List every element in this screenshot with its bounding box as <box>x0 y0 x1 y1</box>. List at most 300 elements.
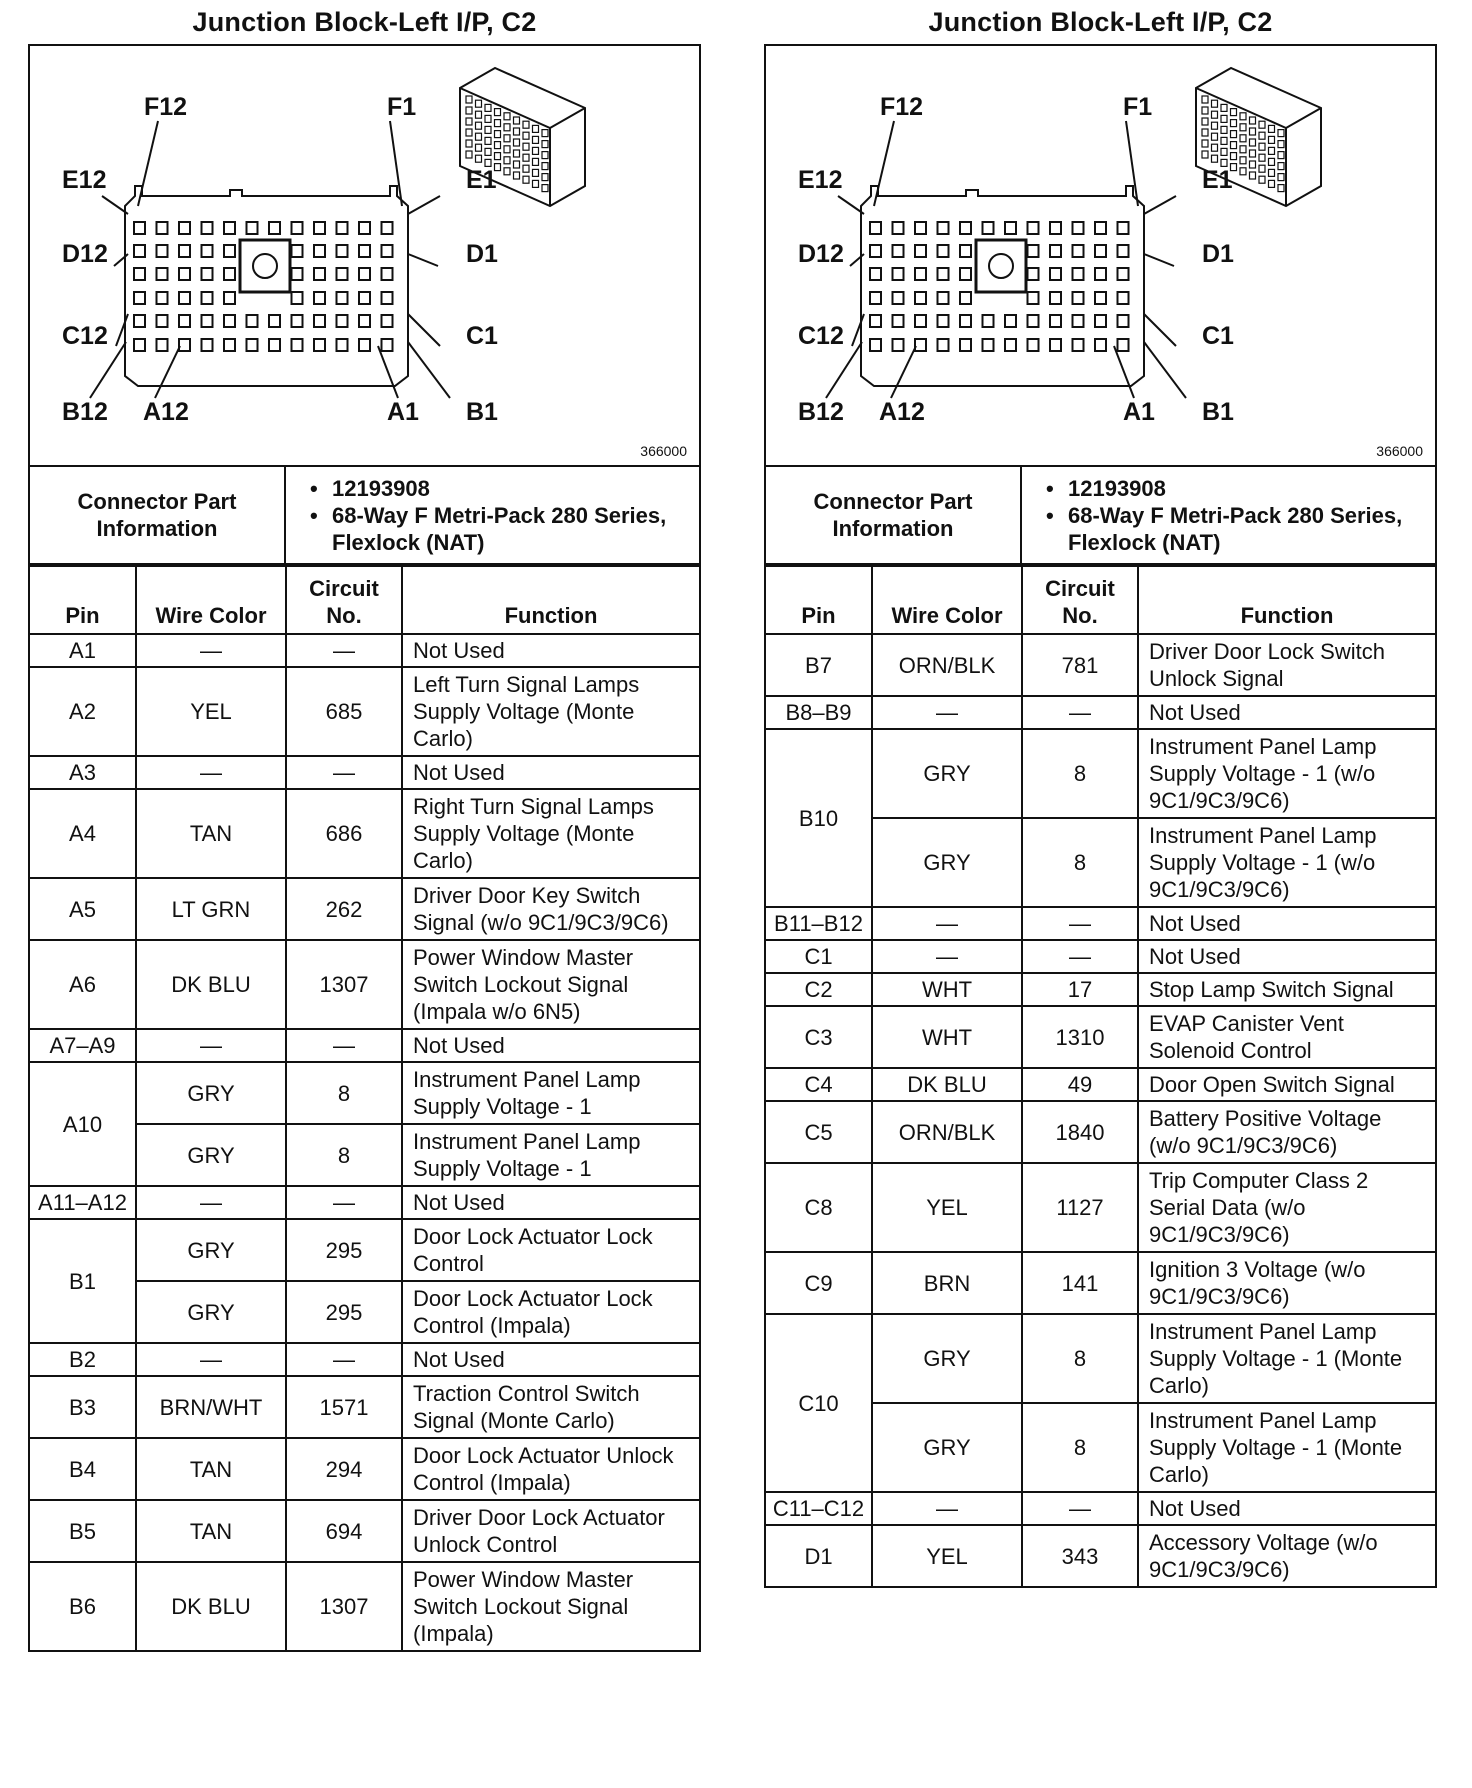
table-row <box>765 1163 1436 1252</box>
pin-cavity <box>134 268 145 280</box>
pin-cavity <box>382 245 393 257</box>
pin-cavity <box>202 268 213 280</box>
leader-line <box>102 196 128 214</box>
pin-cavity <box>202 222 213 234</box>
header-wire-color: Wire Color <box>136 566 286 634</box>
pin-cell: C5 <box>765 1101 872 1163</box>
iso-cavity <box>1212 144 1218 151</box>
leader-line <box>826 342 862 398</box>
function-cell: Power Window Master Switch Lockout Signal (Impala) <box>402 1562 700 1651</box>
pin-cavity <box>179 339 190 351</box>
pin-cavity <box>292 222 303 234</box>
function-cell: Ignition 3 Voltage (w/o 9C1/9C3/9C6) <box>1138 1252 1436 1314</box>
pin-cavity <box>292 292 303 304</box>
connector-info-list <box>1021 466 1436 564</box>
table-row <box>29 1343 700 1376</box>
circuit-cell: 1310 <box>1022 1006 1138 1068</box>
wire-color-cell: YEL <box>872 1525 1022 1587</box>
function-cell: Not Used <box>1138 907 1436 940</box>
pin-cavity <box>1095 245 1106 257</box>
pin-cavity <box>893 268 904 280</box>
function-cell: Driver Door Lock Switch Unlock Signal <box>1138 634 1436 696</box>
pin-cavity <box>1118 245 1129 257</box>
circuit-cell: 781 <box>1022 634 1138 696</box>
leader-line <box>1144 254 1174 266</box>
iso-cavity <box>1221 148 1227 155</box>
iso-cavity <box>1259 121 1265 128</box>
iso-cavity <box>533 136 539 143</box>
leader-line <box>1144 196 1176 214</box>
circuit-cell: 17 <box>1022 973 1138 1006</box>
iso-cavity <box>1278 163 1284 170</box>
iso-cavity <box>504 124 510 131</box>
iso-cavity <box>1202 140 1208 147</box>
iso-cavity <box>1240 124 1246 131</box>
pin-cell: C1 <box>765 940 872 973</box>
page-title: Junction Block-Left I/P, C2 <box>192 7 537 37</box>
wire-color-cell: GRY <box>872 818 1022 907</box>
iso-cavity <box>1202 151 1208 158</box>
table-row <box>29 1029 700 1062</box>
pin-cavity <box>1073 292 1084 304</box>
iso-cavity <box>533 125 539 132</box>
table-row <box>765 1101 1436 1163</box>
iso-cavity <box>1212 133 1218 140</box>
pin-cell: B7 <box>765 634 872 696</box>
iso-cavity <box>1269 158 1275 165</box>
pin-cavity <box>224 222 235 234</box>
pin-cavity <box>870 292 881 304</box>
function-cell: EVAP Canister Vent Solenoid Control <box>1138 1006 1436 1068</box>
label-F1: F1 <box>387 93 417 121</box>
pin-cavity <box>960 222 971 234</box>
circuit-cell: 8 <box>286 1062 402 1124</box>
label-E12: E12 <box>798 166 843 194</box>
circuit-cell: 8 <box>1022 729 1138 818</box>
pin-cavity <box>314 292 325 304</box>
circuit-cell: 343 <box>1022 1525 1138 1587</box>
label-D1: D1 <box>1202 240 1234 268</box>
pin-cell: C3 <box>765 1006 872 1068</box>
wire-color-cell: — <box>136 756 286 789</box>
iso-cavity <box>485 148 491 155</box>
iso-cavity <box>466 140 472 147</box>
iso-cavity <box>1221 115 1227 122</box>
pin-cell: B5 <box>29 1500 136 1562</box>
pin-cavity <box>960 339 971 351</box>
pin-cavity <box>337 339 348 351</box>
circuit-cell: 694 <box>286 1500 402 1562</box>
pin-cavity <box>157 292 168 304</box>
pin-cell: B4 <box>29 1438 136 1500</box>
figure-number: 366000 <box>1376 443 1423 459</box>
leader-line <box>155 346 180 398</box>
pin-cell: A6 <box>29 940 136 1029</box>
leader-line <box>852 314 864 346</box>
pin-cell: B11–B12 <box>765 907 872 940</box>
leader-line <box>408 254 438 266</box>
pin-cavity <box>314 339 325 351</box>
wire-color-cell: GRY <box>872 1403 1022 1492</box>
pin-cavity <box>179 268 190 280</box>
label-A12: A12 <box>879 398 925 426</box>
pin-cavity <box>1005 222 1016 234</box>
pin-cavity <box>1028 245 1039 257</box>
wire-color-cell: — <box>872 1492 1022 1525</box>
function-cell: Door Lock Actuator Lock Control (Impala) <box>402 1281 700 1343</box>
pin-cell: C9 <box>765 1252 872 1314</box>
circuit-cell: — <box>1022 696 1138 729</box>
pin-cavity <box>337 268 348 280</box>
circuit-cell: 294 <box>286 1438 402 1500</box>
pin-cavity <box>202 339 213 351</box>
function-cell: Instrument Panel Lamp Supply Voltage - 1 (w/o 9C1/9C3/9C6) <box>1138 729 1436 818</box>
pin-cavity <box>893 222 904 234</box>
pin-cavity <box>938 292 949 304</box>
pin-cavity <box>1095 268 1106 280</box>
table-row <box>765 973 1436 1006</box>
center-latch-hole <box>253 254 277 278</box>
pin-cell: A1 <box>29 634 136 667</box>
leader-line <box>1114 346 1134 398</box>
pin-cavity <box>938 245 949 257</box>
circuit-cell: 8 <box>1022 818 1138 907</box>
pin-cavity <box>1028 268 1039 280</box>
iso-cavity <box>1259 143 1265 150</box>
header-circuit-no: Circuit No. <box>286 566 402 634</box>
circuit-cell: 1840 <box>1022 1101 1138 1163</box>
connector-part-number: • 12193908 <box>332 475 693 502</box>
function-cell: Trip Computer Class 2 Serial Data (w/o 9C1/9C3/9C6) <box>1138 1163 1436 1252</box>
label-B1: B1 <box>466 398 498 426</box>
pin-cell: C11–C12 <box>765 1492 872 1525</box>
iso-cavity <box>533 147 539 154</box>
connector-info-label: Connector Part Information <box>29 466 285 564</box>
function-cell: Right Turn Signal Lamps Supply Voltage (Monte Carlo) <box>402 789 700 878</box>
connector-face <box>125 186 408 386</box>
function-cell: Driver Door Key Switch Signal (w/o 9C1/9C3/9C6) <box>402 878 700 940</box>
iso-cavity <box>542 174 548 181</box>
wire-color-cell: TAN <box>136 1438 286 1500</box>
iso-cavity <box>1250 117 1256 124</box>
pin-cavity <box>1050 315 1061 327</box>
leader-line <box>1144 342 1186 398</box>
iso-cavity <box>476 133 482 140</box>
page-title: Junction Block-Left I/P, C2 <box>928 7 1273 37</box>
leader-lines <box>90 121 450 398</box>
pinout-rows <box>29 634 700 1651</box>
leader-line <box>408 314 440 346</box>
pin-cavity <box>359 315 370 327</box>
pin-cavity <box>314 245 325 257</box>
pin-cavity <box>870 222 881 234</box>
iso-cavity <box>1278 141 1284 148</box>
iso-cavity <box>1240 135 1246 142</box>
pin-cavity <box>224 245 235 257</box>
iso-cavity <box>485 137 491 144</box>
label-C1: C1 <box>1202 322 1234 350</box>
iso-cavity <box>542 141 548 148</box>
iso-cavity <box>514 139 520 146</box>
iso-cavity <box>1250 161 1256 168</box>
iso-cavity <box>1221 137 1227 144</box>
header-pin: Pin <box>29 566 136 634</box>
leader-line <box>408 196 440 214</box>
pin-cavity <box>134 245 145 257</box>
center-latch-hole <box>989 254 1013 278</box>
pin-cavity <box>314 268 325 280</box>
circuit-cell: 685 <box>286 667 402 756</box>
function-cell: Door Lock Actuator Unlock Control (Impala) <box>402 1438 700 1500</box>
pin-cavity <box>247 222 258 234</box>
pin-cavity <box>224 315 235 327</box>
pin-cavity <box>179 292 190 304</box>
pin-cavity <box>1095 222 1106 234</box>
connector-description: • 68-Way F Metri-Pack 280 Series, Flexlock (NAT) <box>1068 502 1429 556</box>
pin-cavity <box>134 292 145 304</box>
pin-cavity <box>179 222 190 234</box>
table-row <box>765 1068 1436 1101</box>
circuit-cell: 295 <box>286 1219 402 1281</box>
function-cell: Not Used <box>1138 1492 1436 1525</box>
iso-cavity <box>1278 152 1284 159</box>
iso-cavity <box>542 152 548 159</box>
wire-color-cell: DK BLU <box>136 940 286 1029</box>
leader-line <box>116 314 128 346</box>
pin-cavity <box>292 268 303 280</box>
pin-cavity <box>134 222 145 234</box>
iso-cavity <box>1221 126 1227 133</box>
pin-cell: C10 <box>765 1314 872 1492</box>
pin-cell: A10 <box>29 1062 136 1186</box>
pinout-rows <box>765 634 1436 1587</box>
table-row <box>765 907 1436 940</box>
iso-cavity <box>504 146 510 153</box>
leader-lines <box>826 121 1186 398</box>
function-cell: Stop Lamp Switch Signal <box>1138 973 1436 1006</box>
label-A1: A1 <box>387 398 419 426</box>
table-row <box>765 1006 1436 1068</box>
iso-cavity <box>523 132 529 139</box>
circuit-cell: 8 <box>286 1124 402 1186</box>
pin-cavity <box>382 268 393 280</box>
table-row <box>29 1062 700 1124</box>
iso-cavity <box>523 121 529 128</box>
pin-cavity <box>359 292 370 304</box>
iso-cavity <box>1202 118 1208 125</box>
iso-cavity <box>476 144 482 151</box>
pin-cavity <box>1028 222 1039 234</box>
function-cell: Driver Door Lock Actuator Unlock Control <box>402 1500 700 1562</box>
connector-info-list <box>285 466 700 564</box>
pin-cavity <box>269 339 280 351</box>
pin-cell: A2 <box>29 667 136 756</box>
iso-cavity <box>466 118 472 125</box>
iso-cavity <box>504 168 510 175</box>
pin-cavity <box>983 339 994 351</box>
iso-cavity <box>1240 168 1246 175</box>
label-C1: C1 <box>466 322 498 350</box>
header-pin: Pin <box>765 566 872 634</box>
function-cell: Instrument Panel Lamp Supply Voltage - 1 (Monte Carlo) <box>1138 1403 1436 1492</box>
circuit-cell: 1127 <box>1022 1163 1138 1252</box>
pin-cavity <box>269 222 280 234</box>
circuit-cell: 1307 <box>286 1562 402 1651</box>
function-cell: Not Used <box>402 1029 700 1062</box>
iso-cavity <box>504 113 510 120</box>
pin-cavity <box>382 222 393 234</box>
table-row <box>29 667 700 756</box>
pin-cavity <box>382 315 393 327</box>
circuit-cell: 295 <box>286 1281 402 1343</box>
pin-cavity <box>915 222 926 234</box>
wire-color-cell: GRY <box>872 729 1022 818</box>
leader-line <box>891 346 916 398</box>
label-F12: F12 <box>880 93 924 121</box>
wire-color-cell: YEL <box>872 1163 1022 1252</box>
pin-cavity <box>134 315 145 327</box>
pin-cavity <box>337 292 348 304</box>
pin-cavity <box>1050 268 1061 280</box>
label-C12: C12 <box>798 322 844 350</box>
wire-color-cell: BRN/WHT <box>136 1376 286 1438</box>
iso-cavity <box>1269 169 1275 176</box>
connector-info-table <box>28 465 701 565</box>
pin-cavity <box>337 222 348 234</box>
leader-line <box>90 342 126 398</box>
connector-face-drawing <box>30 46 703 467</box>
iso-cavity <box>1202 107 1208 114</box>
table-row <box>29 1376 700 1438</box>
circuit-cell: 1307 <box>286 940 402 1029</box>
iso-cavity <box>514 128 520 135</box>
connector-description: • 68-Way F Metri-Pack 280 Series, Flexlock (NAT) <box>332 502 693 556</box>
pin-cavity <box>337 245 348 257</box>
wire-color-cell: — <box>136 634 286 667</box>
label-D12: D12 <box>62 240 108 268</box>
pin-cell: A5 <box>29 878 136 940</box>
pin-cavity <box>870 339 881 351</box>
pin-cell: C8 <box>765 1163 872 1252</box>
pin-cavity <box>382 339 393 351</box>
pin-cavity <box>893 292 904 304</box>
circuit-cell: — <box>1022 907 1138 940</box>
function-cell: Accessory Voltage (w/o 9C1/9C3/9C6) <box>1138 1525 1436 1587</box>
pin-cavity <box>1050 245 1061 257</box>
connector-shell <box>861 186 1144 386</box>
wire-color-cell: ORN/BLK <box>872 1101 1022 1163</box>
pin-cavity <box>1050 339 1061 351</box>
function-cell: Left Turn Signal Lamps Supply Voltage (Monte Carlo) <box>402 667 700 756</box>
table-row <box>29 940 700 1029</box>
pin-cavity <box>938 315 949 327</box>
circuit-cell: 686 <box>286 789 402 878</box>
iso-cavity <box>1250 139 1256 146</box>
pin-cell: B10 <box>765 729 872 907</box>
iso-cavity <box>514 150 520 157</box>
pin-cavity <box>1095 315 1106 327</box>
iso-cavity <box>1250 172 1256 179</box>
pin-cavity <box>314 222 325 234</box>
pin-cavity <box>960 292 971 304</box>
iso-cavity <box>533 180 539 187</box>
function-cell: Door Open Switch Signal <box>1138 1068 1436 1101</box>
connector-shell <box>125 186 408 386</box>
label-B12: B12 <box>798 398 844 426</box>
table-row <box>765 634 1436 696</box>
table-row <box>29 878 700 940</box>
table-row <box>29 1219 700 1281</box>
pin-cavity <box>915 292 926 304</box>
pin-cavity <box>915 339 926 351</box>
label-D1: D1 <box>466 240 498 268</box>
function-cell: Instrument Panel Lamp Supply Voltage - 1 (Monte Carlo) <box>1138 1314 1436 1403</box>
wire-color-cell: DK BLU <box>136 1562 286 1651</box>
pin-cavity <box>179 245 190 257</box>
connector-part-number: • 12193908 <box>1068 475 1429 502</box>
iso-cavity <box>1259 154 1265 161</box>
iso-cavity <box>495 131 501 138</box>
pin-cavity <box>960 315 971 327</box>
iso-cavity <box>485 115 491 122</box>
wire-color-cell: GRY <box>136 1281 286 1343</box>
pin-cell: B2 <box>29 1343 136 1376</box>
wire-color-cell: DK BLU <box>872 1068 1022 1101</box>
function-cell: Door Lock Actuator Lock Control <box>402 1219 700 1281</box>
circuit-cell: — <box>286 1186 402 1219</box>
table-row <box>29 1438 700 1500</box>
iso-cavity <box>495 109 501 116</box>
pin-cavity <box>893 245 904 257</box>
pin-cavity <box>915 245 926 257</box>
pin-cavity <box>157 339 168 351</box>
wire-color-cell: — <box>872 907 1022 940</box>
circuit-cell: — <box>286 756 402 789</box>
pin-cavity <box>202 292 213 304</box>
pin-cavity <box>359 222 370 234</box>
circuit-cell: — <box>1022 1492 1138 1525</box>
pin-cavity <box>1118 315 1129 327</box>
wire-color-cell: — <box>872 696 1022 729</box>
pin-cavity <box>1118 292 1129 304</box>
table-row <box>29 1500 700 1562</box>
pin-cavity <box>157 245 168 257</box>
iso-cavity <box>476 155 482 162</box>
wire-color-cell: WHT <box>872 973 1022 1006</box>
pin-cavity <box>1073 268 1084 280</box>
iso-cavity <box>1231 120 1237 127</box>
label-E1: E1 <box>466 166 497 194</box>
pin-cavity <box>1050 292 1061 304</box>
table-row <box>765 940 1436 973</box>
pin-cavity <box>224 292 235 304</box>
circuit-cell: 262 <box>286 878 402 940</box>
iso-cavity <box>466 151 472 158</box>
iso-cavity <box>1269 125 1275 132</box>
leader-line <box>1144 314 1176 346</box>
pin-cavity <box>938 268 949 280</box>
pinout-table <box>28 565 701 1652</box>
pin-cell: C2 <box>765 973 872 1006</box>
pin-cavity <box>893 315 904 327</box>
iso-cavity <box>514 117 520 124</box>
pin-cell: A11–A12 <box>29 1186 136 1219</box>
label-F12: F12 <box>144 93 188 121</box>
connector-diagram <box>764 44 1437 465</box>
pin-cavity <box>157 268 168 280</box>
function-cell: Not Used <box>402 634 700 667</box>
iso-cavity <box>476 122 482 129</box>
